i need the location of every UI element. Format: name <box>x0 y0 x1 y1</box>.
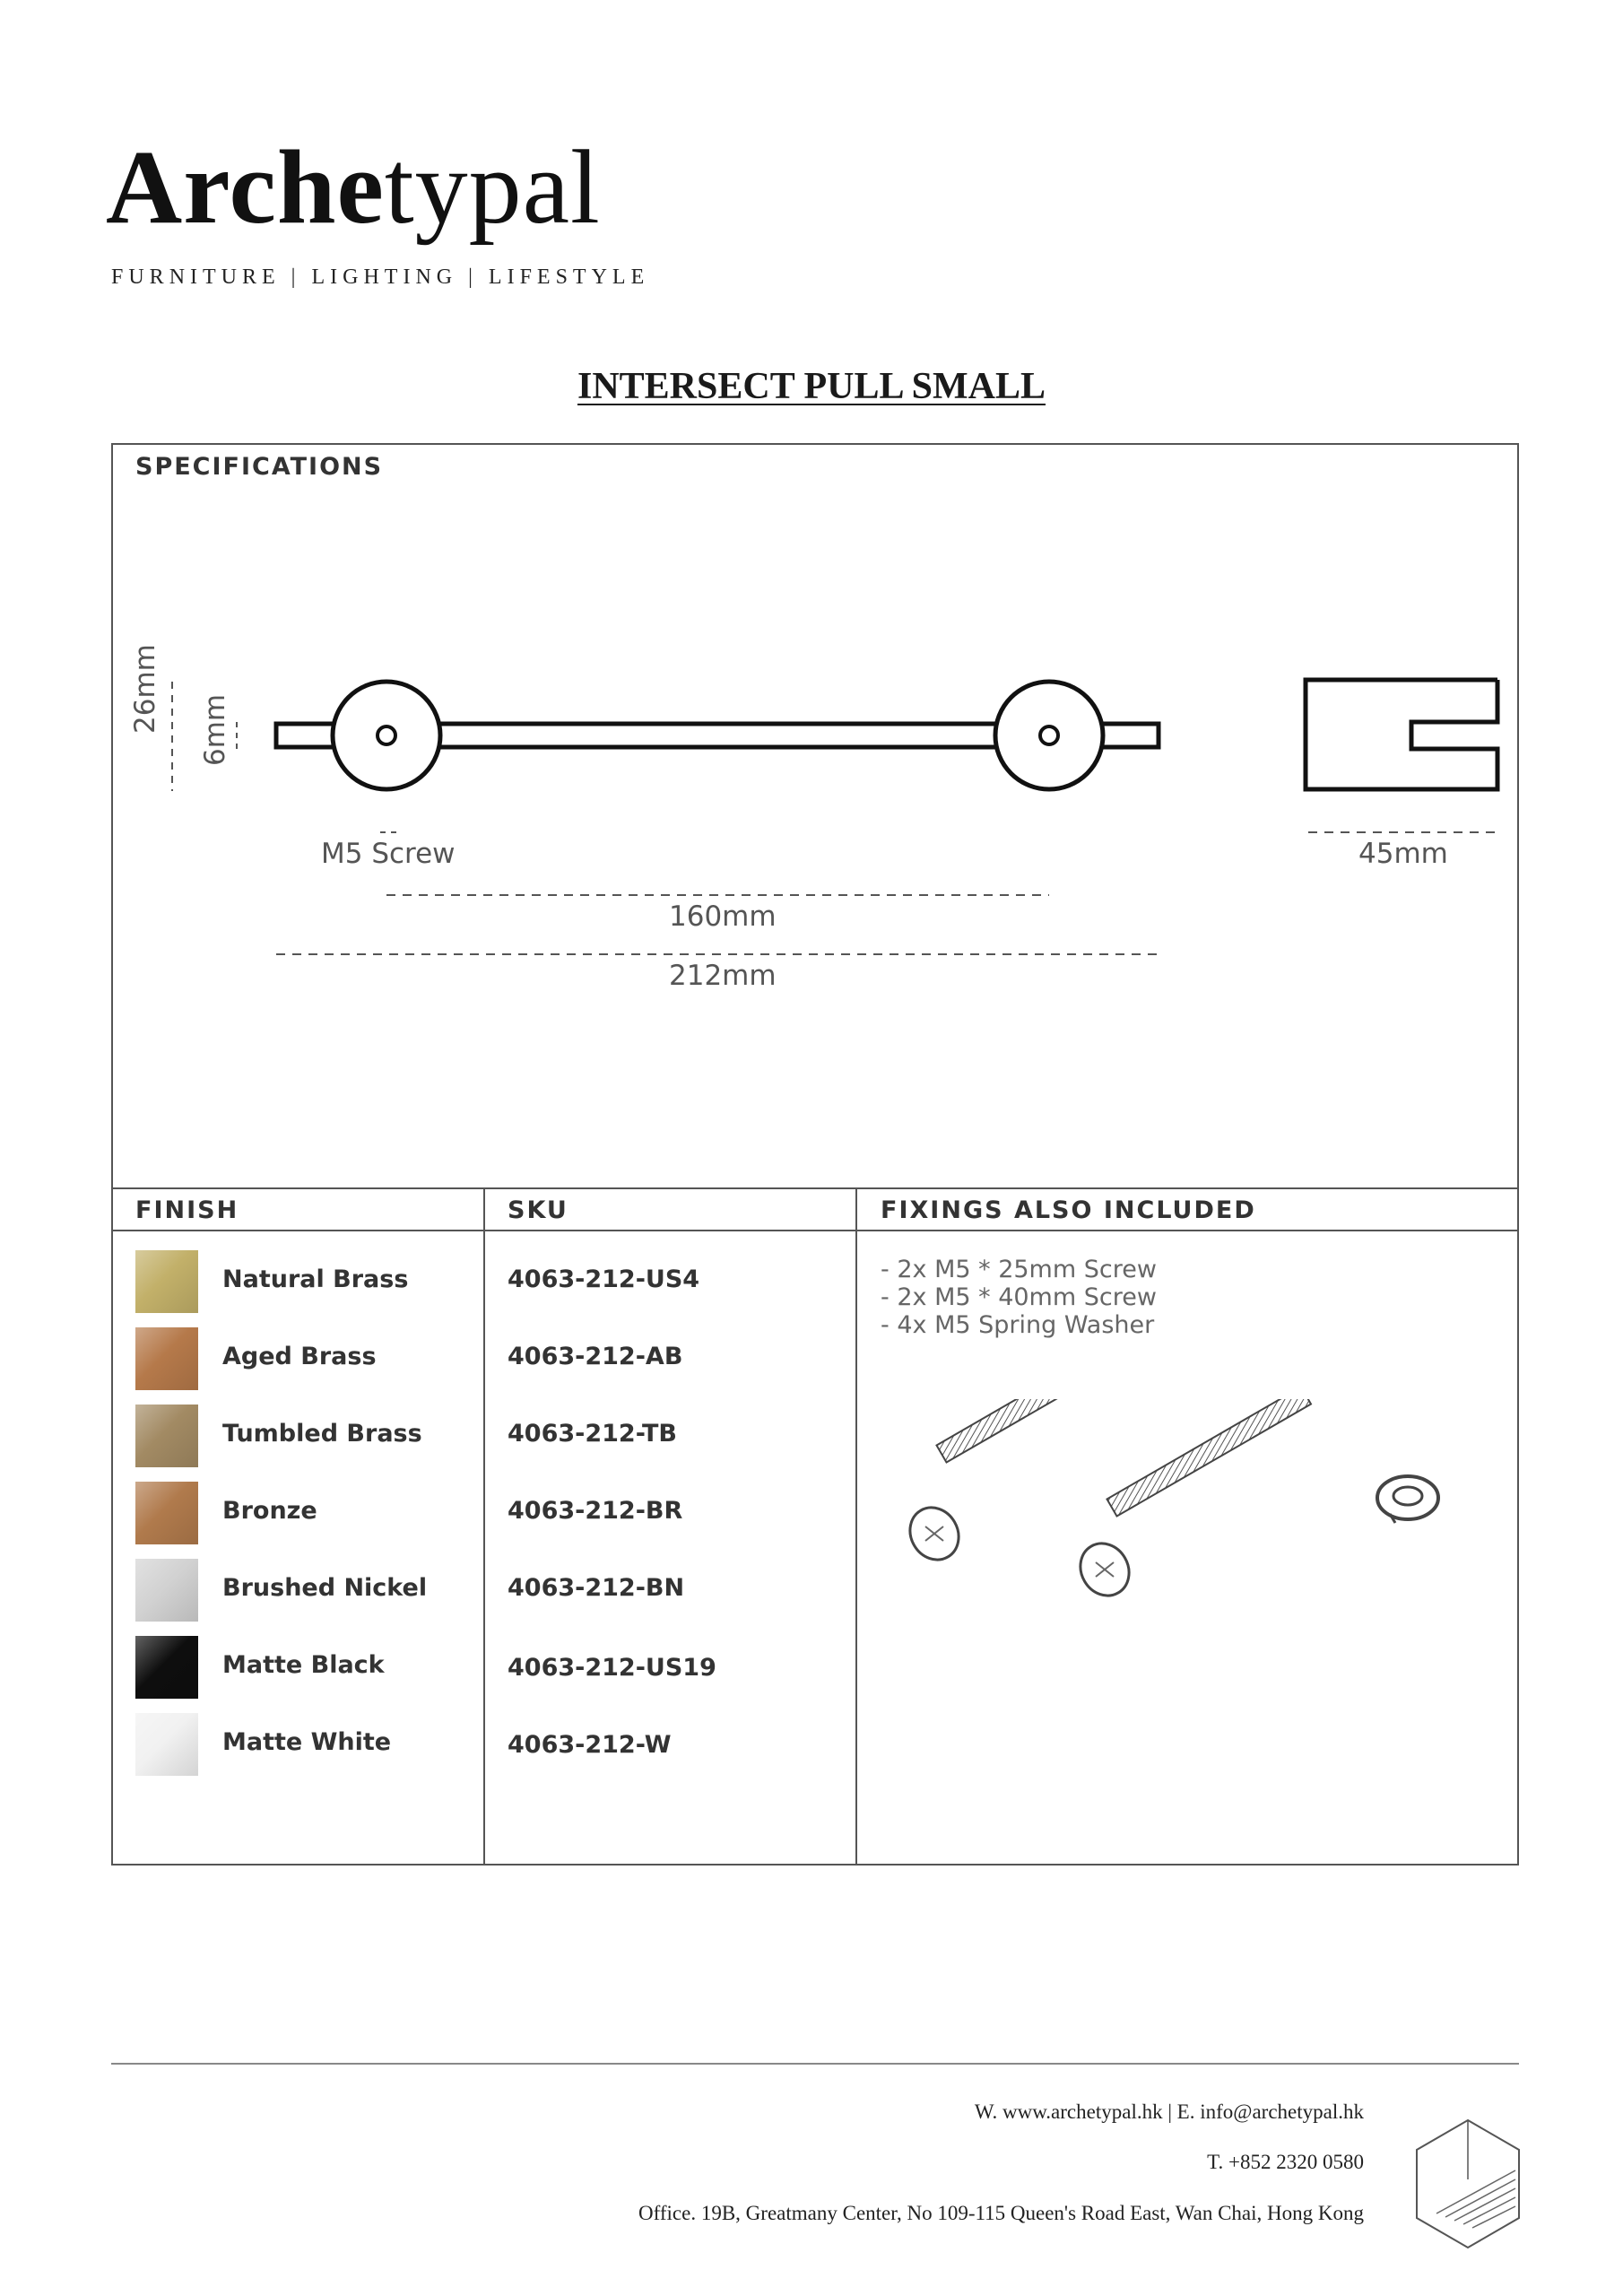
finish-swatch <box>135 1405 198 1467</box>
footer-office-address: Office. 19B, Greatmany Center, No 109-115 Queen's Road East, Wan Chai, Hong Kong <box>638 2202 1364 2224</box>
fixing-item: - 4x M5 Spring Washer <box>881 1311 1155 1339</box>
sku-code: 4063-212-US19 <box>508 1654 716 1682</box>
side-view <box>1306 680 1497 789</box>
brand-logo <box>106 128 601 246</box>
screw-label: M5 Screw <box>321 838 456 870</box>
sku-column-header: SKU <box>508 1196 568 1224</box>
fixings-list <box>881 1256 1157 1339</box>
left-screw-hole <box>378 726 395 744</box>
fixing-item: - 2x M5 * 25mm Screw <box>881 1256 1157 1283</box>
specifications-heading: SPECIFICATIONS <box>135 453 384 481</box>
spring-washer-icon <box>1377 1476 1438 1523</box>
archetypal-mark-icon <box>1410 2117 1526 2251</box>
bar-thickness-label: 6mm <box>199 693 231 766</box>
logo-bold-part: Arche <box>106 128 385 246</box>
product-title-text: INTERSECT PULL SMALL <box>577 366 1046 407</box>
finish-name: Aged Brass <box>222 1343 377 1370</box>
sku-code: 4063-212-W <box>508 1731 672 1759</box>
finish-name: Bronze <box>222 1497 317 1525</box>
product-title <box>0 365 1623 408</box>
long-screw-icon <box>1071 1399 1311 1605</box>
footer-phone: T. +852 2320 0580 <box>1207 2151 1364 2173</box>
footer-divider <box>111 2063 1519 2065</box>
right-screw-hole <box>1040 726 1058 744</box>
sku-code: 4063-212-BR <box>508 1497 683 1525</box>
fixings-illustration <box>888 1399 1515 1614</box>
finish-swatch <box>135 1636 198 1699</box>
finish-swatch <box>135 1559 198 1622</box>
finish-swatch <box>135 1713 198 1776</box>
footer-contact-web-email: W. www.archetypal.hk | E. info@archetypal.hk <box>974 2100 1364 2123</box>
finish-swatch <box>135 1250 198 1313</box>
finish-name: Natural Brass <box>222 1265 409 1293</box>
sku-code: 4063-212-BN <box>508 1574 685 1602</box>
table-header-divider <box>111 1230 1519 1231</box>
column-divider-1 <box>483 1187 485 1866</box>
projection-label: 45mm <box>1358 838 1448 870</box>
finish-name: Brushed Nickel <box>222 1574 428 1602</box>
finish-swatch <box>135 1327 198 1390</box>
finish-swatch <box>135 1482 198 1544</box>
sku-code: 4063-212-AB <box>508 1343 683 1370</box>
short-screw-icon <box>900 1399 1071 1569</box>
logo-light-part: typal <box>384 128 601 246</box>
column-divider-2 <box>855 1187 857 1866</box>
finish-name: Matte White <box>222 1728 392 1756</box>
finish-column-header: FINISH <box>135 1196 239 1224</box>
sku-code: 4063-212-US4 <box>508 1265 700 1293</box>
finish-name: Matte Black <box>222 1651 385 1679</box>
finish-name: Tumbled Brass <box>222 1420 422 1448</box>
fixing-item: - 2x M5 * 40mm Screw <box>881 1283 1157 1311</box>
centers-label: 160mm <box>669 900 777 933</box>
length-label: 212mm <box>669 960 777 992</box>
table-top-divider <box>111 1187 1519 1189</box>
brand-tagline: FURNITURE | LIGHTING | LIFESTYLE <box>111 265 650 289</box>
sku-code: 4063-212-TB <box>508 1420 677 1448</box>
height-label: 26mm <box>129 644 161 734</box>
fixings-column-header: FIXINGS ALSO INCLUDED <box>881 1196 1256 1224</box>
